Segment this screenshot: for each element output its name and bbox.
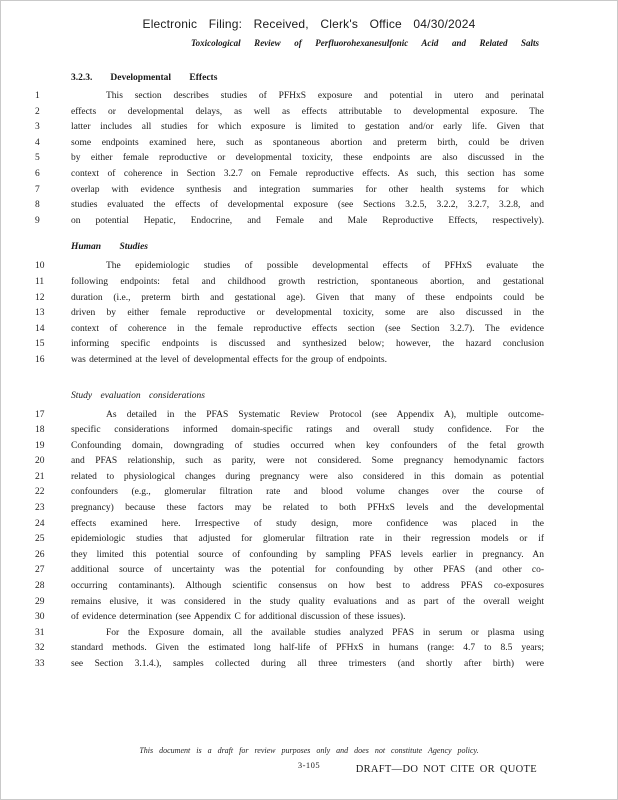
line-number: 19 [35, 440, 45, 451]
line-text: standard methods. Given the estimated long half-life of PFHxS in humans (range: 4.7 to 8.5 years; [71, 643, 544, 654]
line-text: pregnancy) because these factors may be related to both PFHxS levels and the developmental [71, 503, 544, 514]
line-number: 23 [35, 503, 45, 514]
section-title: Developmental Effects [110, 73, 218, 83]
line-text: was determined at the level of developmental effects for the group of endpoints. [71, 354, 387, 365]
document-line [1, 151, 544, 167]
line-number: 21 [35, 471, 45, 482]
document-line [1, 548, 544, 564]
line-text: see Section 3.1.4.), samples collected during all three trimesters (and shortly after birth) were [71, 659, 544, 669]
line-number: 4 [35, 137, 40, 148]
document-line [1, 517, 544, 533]
document-line [1, 485, 544, 501]
line-text: confounders (e.g., glomerular filtration rate and blood volume changes over the course of [71, 487, 544, 498]
line-text: of evidence determination (see Appendix C for additional discussion of these issues). [71, 612, 406, 623]
line-text: Confounding domain, downgrading of studies occurred when key confounders of the fetal growth [71, 440, 544, 451]
line-number: 17 [35, 409, 45, 420]
line-number: 6 [35, 168, 40, 179]
line-number: 2 [35, 106, 40, 117]
document-line [1, 214, 544, 230]
document-line [1, 337, 544, 353]
line-number: 16 [35, 354, 45, 365]
line-text: effects or developmental delays, as well as effects attributable to developmental exposure. The [71, 106, 544, 117]
line-number: 25 [35, 534, 45, 545]
document-line [1, 579, 544, 595]
line-number: 28 [35, 581, 45, 592]
document-line [1, 626, 544, 642]
line-number: 22 [35, 487, 45, 498]
line-number: 18 [35, 425, 45, 436]
subheading-study-evaluation: Study evaluation considerations [71, 390, 205, 401]
document-line [1, 657, 544, 673]
line-number: 8 [35, 200, 40, 211]
section-number: 3.2.3. [71, 73, 93, 83]
line-number: 7 [35, 184, 40, 195]
document-line [1, 120, 544, 136]
document-line [1, 532, 544, 548]
document-line [1, 105, 544, 121]
document-line [1, 595, 544, 611]
line-text: overlap with evidence synthesis and integration summaries for other health systems for which [71, 184, 544, 195]
line-text: specific considerations informed domain-specific ratings and overall study confidence. For the [71, 425, 544, 436]
document-title: Toxicological Review of Perfluorohexanesulfonic Acid and Related Salts [191, 38, 539, 48]
line-number: 11 [35, 276, 45, 287]
line-text: As detailed in the PFAS Systematic Review Protocol (see Appendix A), multiple outcome- [106, 409, 544, 420]
line-text: context of coherence in Section 3.2.7 on Female reproductive effects. As such, this section has some [71, 168, 544, 179]
line-text: informing specific endpoints is discussed and synthesized below; however, the hazard conclusion [71, 339, 544, 350]
line-text: duration (i.e., preterm birth and gestational age). Given that many of these endpoints could be [71, 292, 544, 303]
line-text: they limited this potential source of confounding by sampling PFAS levels earlier in pregnancy. An [71, 549, 544, 560]
line-number: 24 [35, 518, 45, 529]
line-text: following endpoints: fetal and childhood growth restriction, spontaneous abortion, and gestational [71, 276, 544, 287]
line-text: studies evaluated the effects of developmental exposure (see Sections 3.2.5, 3.2.2, 3.2.7, 3.2.8, and [71, 200, 544, 211]
document-line [1, 89, 544, 105]
document-line [1, 501, 544, 517]
document-line [1, 641, 544, 657]
document-line [1, 423, 544, 439]
line-text: driven by either female reproductive or developmental toxicity, some are also discussed in the [71, 308, 544, 319]
document-line [1, 610, 544, 626]
document-line [1, 291, 544, 307]
line-text: remains elusive, it was considered in the study quality evaluations and as part of the overall weight [71, 596, 544, 607]
line-number: 1 [35, 91, 40, 101]
line-text: For the Exposure domain, all the available studies analyzed PFAS in serum or plasma using [106, 627, 544, 638]
document-line [1, 454, 544, 470]
line-text: some endpoints examined here, such as spontaneous abortion and preterm birth, could be driven [71, 137, 544, 148]
line-text: related to physiological changes during pregnancy were also considered in this domain as potential [71, 471, 544, 482]
document-line [1, 306, 544, 322]
draft-notice: DRAFT—DO NOT CITE OR QUOTE [355, 764, 537, 775]
line-text: additional source of uncertainty was the potential for confounding by other PFAS (and other co- [71, 565, 544, 576]
document-line [1, 353, 544, 369]
line-text: The epidemiologic studies of possible developmental effects of PFHxS evaluate the [106, 261, 544, 272]
line-number: 5 [35, 153, 40, 164]
paragraph-human-studies [1, 259, 544, 368]
line-text: and PFAS relationship, such as parity, were not considered. Some pregnancy hemodynamic factors [71, 456, 544, 467]
line-number: 26 [35, 549, 45, 560]
document-line [1, 136, 544, 152]
document-line [1, 408, 544, 424]
document-line [1, 275, 544, 291]
paragraph-intro [1, 89, 544, 229]
line-number: 9 [35, 215, 40, 226]
line-text: by either female reproductive or developmental toxicity, these endpoints are also discussed in the [71, 153, 544, 164]
line-number: 32 [35, 643, 45, 654]
line-text: context of coherence in the female reproductive effects section (see Section 3.2.7). The evidence [71, 323, 544, 334]
page-number: 3-105 [297, 760, 321, 770]
line-text: epidemiologic studies that adjusted for glomerular filtration rate in their regression models or if [71, 534, 544, 545]
line-number: 14 [35, 323, 45, 334]
line-number: 27 [35, 565, 45, 576]
line-number: 13 [35, 308, 45, 319]
line-number: 3 [35, 122, 40, 133]
line-number: 12 [35, 292, 45, 303]
line-number: 33 [35, 659, 45, 669]
line-text: on potential Hepatic, Endocrine, and Female and Male Reproductive Effects, respectively). [71, 215, 544, 226]
line-text: This section describes studies of PFHxS exposure and potential in utero and perinatal [106, 91, 544, 101]
document-line [1, 167, 544, 183]
line-number: 31 [35, 627, 45, 638]
paragraph-study-evaluation [1, 408, 544, 626]
paragraph-exposure-domain [1, 626, 544, 673]
line-text: effects examined here. Irrespective of study design, more confidence was placed in the [71, 518, 544, 529]
footer-disclaimer: This document is a draft for review purposes only and does not constitute Agency policy. [139, 746, 479, 755]
document-line [1, 470, 544, 486]
header-filing-line: Electronic Filing: Received, Clerk's Office 04/30/2024 [142, 17, 476, 31]
document-line [1, 198, 544, 214]
section-heading [71, 73, 544, 83]
document-line [1, 563, 544, 579]
line-number: 10 [35, 261, 45, 272]
line-number: 29 [35, 596, 45, 607]
line-number: 30 [35, 612, 45, 623]
line-number: 15 [35, 339, 45, 350]
line-text: latter includes all studies for which exposure is limited to gestation and/or early life. Given that [71, 122, 544, 133]
document-line [1, 183, 544, 199]
document-line [1, 259, 544, 275]
document-line [1, 439, 544, 455]
line-number: 20 [35, 456, 45, 467]
line-text: occurring contaminants). Although scientific consensus on how best to address PFAS co-exposures [71, 581, 544, 592]
document-line [1, 322, 544, 338]
subheading-human-studies: Human Studies [71, 242, 148, 253]
